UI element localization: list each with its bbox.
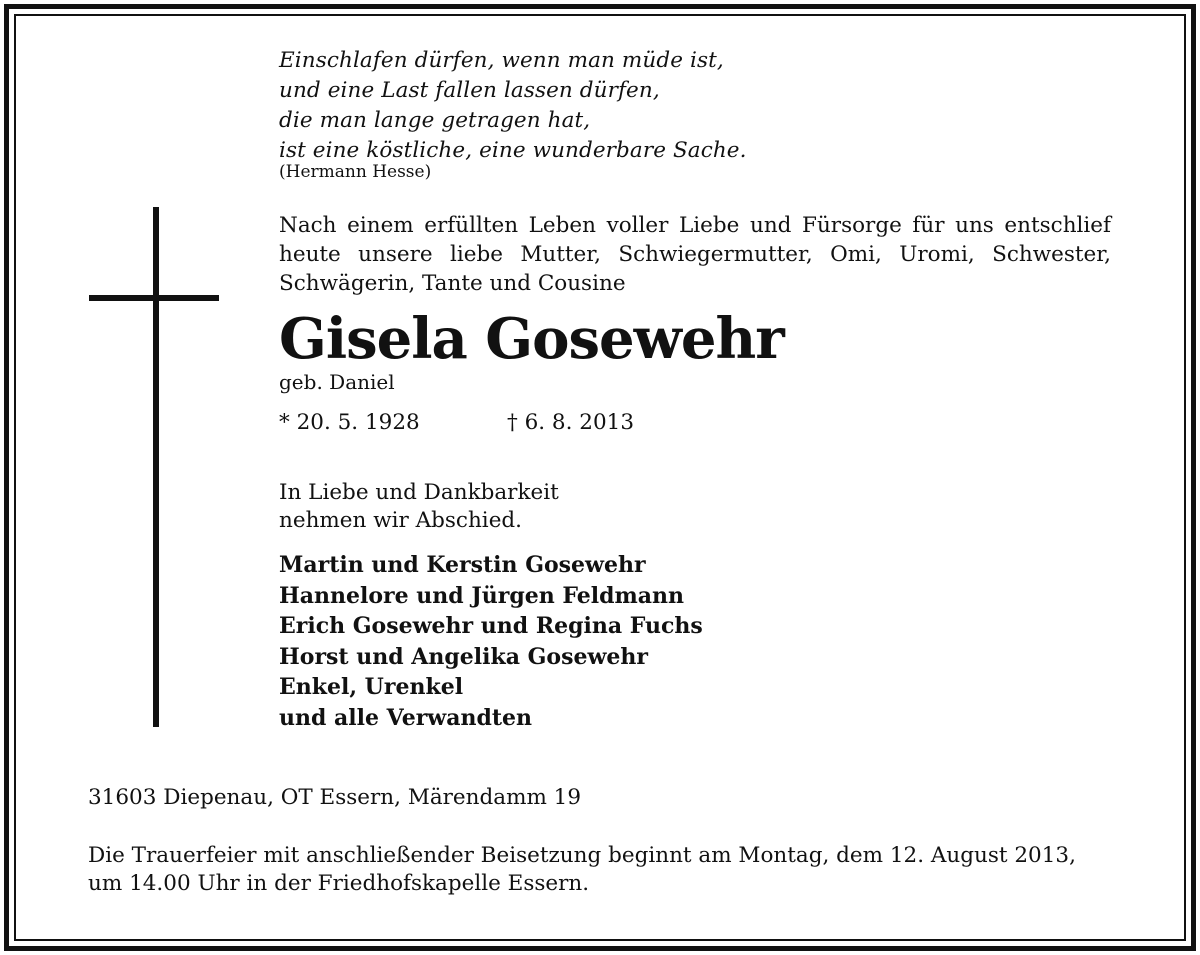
birth-date: * 20. 5. 1928	[279, 410, 420, 435]
farewell-text	[279, 479, 559, 535]
cross-icon-horizontal-bar	[89, 295, 219, 301]
mourner-item: Martin und Kerstin Gosewehr	[279, 552, 646, 578]
deceased-name: Gisela Gosewehr	[279, 306, 784, 372]
cross-icon-vertical-bar	[153, 207, 159, 727]
death-date: † 6. 8. 2013	[507, 410, 634, 435]
poem-line: die man lange getragen hat,	[279, 108, 591, 133]
funeral-service-info	[88, 842, 1118, 898]
mourners-list	[279, 550, 703, 733]
farewell-line: In Liebe und Dankbarkeit	[279, 480, 559, 505]
mourner-item: und alle Verwandten	[279, 704, 533, 731]
service-line: Die Trauerfeier mit anschließender Beisetzung beginnt am Montag, dem 12. August 2013,	[88, 843, 1076, 868]
address-line: 31603 Diepenau, OT Essern, Märendamm 19	[88, 785, 582, 810]
poem-line: Einschlafen dürfen, wenn man müde ist,	[279, 48, 724, 73]
mourner-item: Hannelore und Jürgen Feldmann	[279, 582, 685, 609]
poem-author: (Hermann Hesse)	[279, 162, 432, 182]
poem-line: ist eine köstliche, eine wunderbare Sache.	[279, 138, 747, 163]
service-line: um 14.00 Uhr in der Friedhofskapelle Essern.	[88, 871, 590, 896]
farewell-line: nehmen wir Abschied.	[279, 508, 523, 533]
poem-quote	[279, 46, 1099, 166]
intro-text: Nach einem erfüllten Leben voller Liebe und Fürsorge für uns entschlief heute unsere liebe Mutter, Schwiegermutter, Omi, Uromi, Schwester, Schwägerin, Tante und Cousine	[279, 213, 1111, 296]
mourner-item: Horst und Angelika Gosewehr	[279, 643, 648, 670]
poem-line: und eine Last fallen lassen dürfen,	[279, 78, 660, 103]
mourner-item: Enkel, Urenkel	[279, 674, 464, 700]
mourner-item: Erich Gosewehr und Regina Fuchs	[279, 613, 703, 639]
maiden-name: geb. Daniel	[279, 370, 395, 394]
